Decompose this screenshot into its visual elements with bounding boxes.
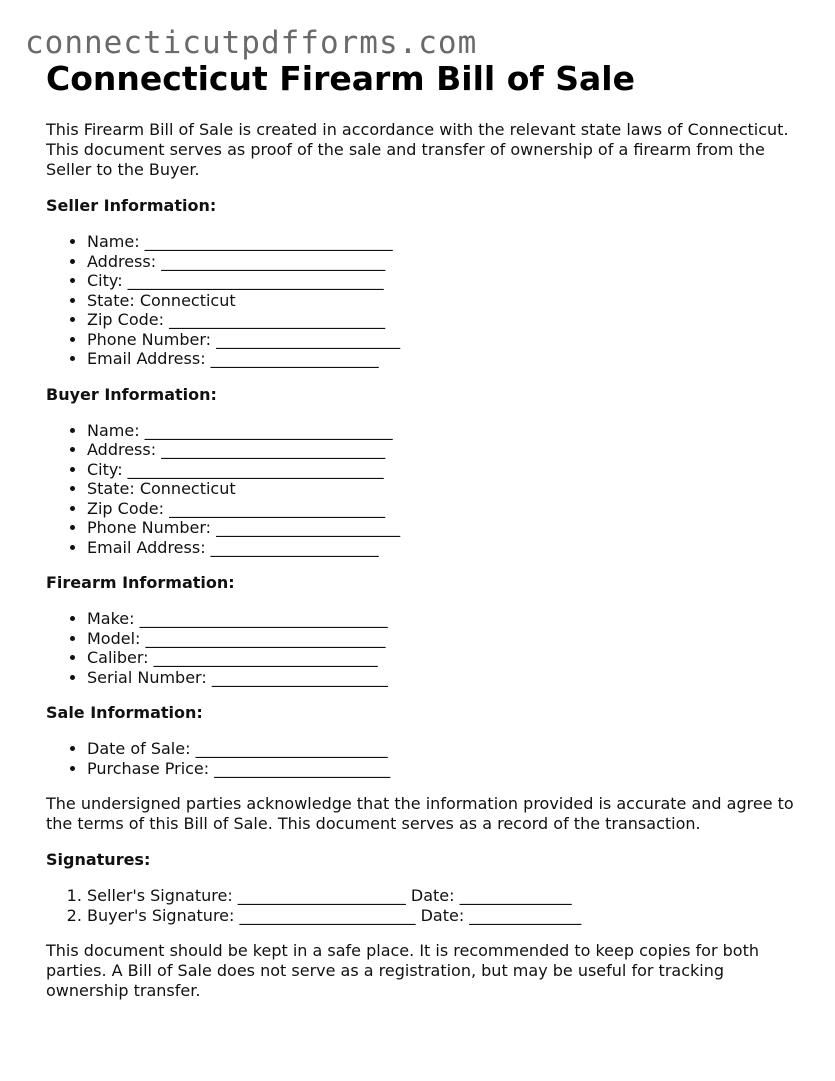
firearm-heading: Firearm Information: (46, 573, 235, 592)
seller-list (46, 232, 806, 369)
seller-signature-item: 1. Seller's Signature: _____________________ Date: ______________ (87, 886, 806, 906)
buyer-city-item: • City: ________________________________ (87, 460, 806, 480)
buyer-state-item: • State: Connecticut (87, 479, 806, 499)
document-body (46, 58, 806, 1001)
sale-date-item: • Date of Sale: ________________________ (87, 739, 806, 759)
firearm-caliber-item: • Caliber: ____________________________ (87, 648, 806, 668)
sale-heading: Sale Information: (46, 703, 203, 722)
sale-price-item: • Purchase Price: ______________________ (87, 759, 806, 779)
seller-zip-item: • Zip Code: ___________________________ (87, 310, 806, 330)
firearm-serial-item: • Serial Number: ______________________ (87, 668, 806, 688)
seller-state-item: • State: Connecticut (87, 291, 806, 311)
firearm-make-item: • Make: _______________________________ (87, 609, 806, 629)
buyer-address-item: • Address: ____________________________ (87, 440, 806, 460)
sale-list (46, 739, 806, 778)
signatures-list (46, 886, 806, 925)
page-title: Connecticut Firearm Bill of Sale (46, 59, 635, 98)
acknowledgement-paragraph: The undersigned parties acknowledge that the information provided is accurate and agree to the terms of this Bill of Sale. This document serves as a record of the transaction. (46, 794, 794, 833)
intro-paragraph: This Firearm Bill of Sale is created in accordance with the relevant state laws of Connecticut. This document serves as proof of the sale and transfer of ownership of a firearm from the Seller to the Buyer. (46, 120, 789, 179)
buyer-list (46, 421, 806, 558)
seller-email-item: • Email Address: _____________________ (87, 349, 806, 369)
closing-paragraph: This document should be kept in a safe place. It is recommended to keep copies for both parties. A Bill of Sale does not serve as a registration, but may be useful for tracking ownership transfer. (46, 941, 759, 1000)
buyer-phone-item: • Phone Number: _______________________ (87, 518, 806, 538)
buyer-signature-item: 2. Buyer's Signature: ______________________ Date: ______________ (87, 906, 806, 926)
buyer-email-item: • Email Address: _____________________ (87, 538, 806, 558)
buyer-zip-item: • Zip Code: ___________________________ (87, 499, 806, 519)
seller-name-item: • Name: _______________________________ (87, 232, 806, 252)
buyer-name-item: • Name: _______________________________ (87, 421, 806, 441)
seller-city-item: • City: ________________________________ (87, 271, 806, 291)
seller-address-item: • Address: ____________________________ (87, 252, 806, 272)
firearm-model-item: • Model: ______________________________ (87, 629, 806, 649)
seller-heading: Seller Information: (46, 196, 217, 215)
signatures-heading: Signatures: (46, 850, 151, 869)
buyer-heading: Buyer Information: (46, 384, 217, 404)
seller-phone-item: • Phone Number: _______________________ (87, 330, 806, 350)
firearm-list (46, 609, 806, 687)
site-watermark: connecticutpdfforms.com (25, 25, 478, 61)
